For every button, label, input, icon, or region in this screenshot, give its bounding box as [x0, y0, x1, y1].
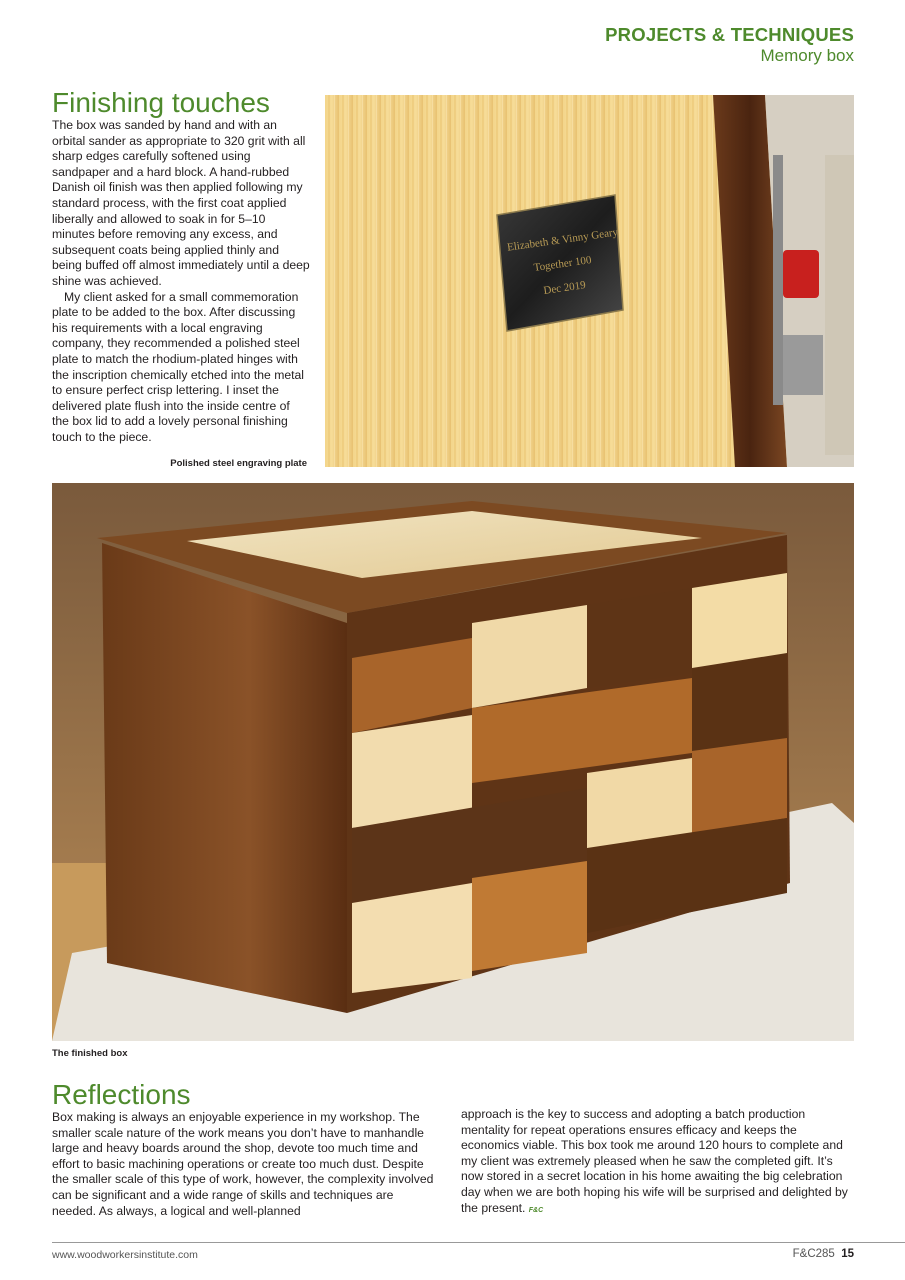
running-header	[605, 24, 854, 66]
reflections-left-column	[52, 1080, 440, 1219]
photo1-caption: Polished steel engraving plate	[170, 458, 307, 469]
engraving-plate-photo	[325, 95, 854, 467]
finished-box-photo	[52, 483, 854, 1041]
footer-rule	[52, 1242, 905, 1243]
reflections-right-column	[461, 1107, 856, 1218]
footer-website: www.woodworkersinstitute.com	[52, 1249, 198, 1261]
reflections-text-left: Box making is always an enjoyable experience in my workshop. The smaller scale nature of the work means you don’t have to manhandle large and heavy boards around the shop, devote too much time and effort to basic machining operations or create too much dust. Despite the smaller scale of this type of work, however, the complexity involved can be significant and a wide range of skills and techniques are needed. As always, a logical and well-planned	[52, 1110, 434, 1218]
footer-page-info	[793, 1248, 854, 1260]
plate-line-1: Elizabeth & Vinny Geary	[506, 226, 619, 254]
section-title: PROJECTS & TECHNIQUES	[605, 24, 854, 45]
finished-box-illustration	[52, 483, 854, 1041]
photo2-caption: The finished box	[52, 1048, 128, 1059]
finishing-paragraph-1: The box was sanded by hand and with an orbital sander as appropriate to 320 grit with all sharp edges carefully softened using sandpaper and a hard block. A hand-rubbed Danish oil finish was then applied following my standard process, with the first coat applied liberally and allowed to soak in for 5–10 minutes before removing any excess, and subsequent coats being applied thinly and being buffed off almost immediately until a deep shine was achieved.	[52, 118, 310, 288]
finishing-heading: Finishing touches	[52, 87, 270, 118]
section-subtitle: Memory box	[760, 46, 854, 65]
footer-issue: F&C285	[792, 1248, 835, 1260]
reflections-text-right: approach is the key to success and adopting a batch production mentality for repeat operations ensures efficacy and keeps the economics viable. This box took me around 120 hours to complete and my client was extremely pleased when he saw the completed gift. It’s now stored in a secret location in his home awaiting the big celebration day when we are both hoping his wife will be surprised and delighted by the present.	[461, 1107, 848, 1215]
plate-line-3: Dec 2019	[542, 279, 587, 297]
plate-line-2: Together 100	[532, 254, 593, 275]
engraving-plate-illustration	[325, 95, 854, 467]
finishing-paragraph-2: My client asked for a small commemoration plate to be added to the box. After discussing his requirements with a local engraving company, they recommended a polished steel plate to match the rhodium-plated hinges with the inscription chemically etched into the metal to ensure perfect crisp lettering. I inset the delivered plate flush into the inside centre of the box lid to add a lovely personal finishing touch to the piece.	[52, 289, 305, 444]
end-mark: F&C	[528, 1206, 544, 1214]
page-number: 15	[841, 1248, 854, 1260]
finishing-article	[52, 88, 310, 445]
reflections-heading: Reflections	[52, 1079, 191, 1110]
